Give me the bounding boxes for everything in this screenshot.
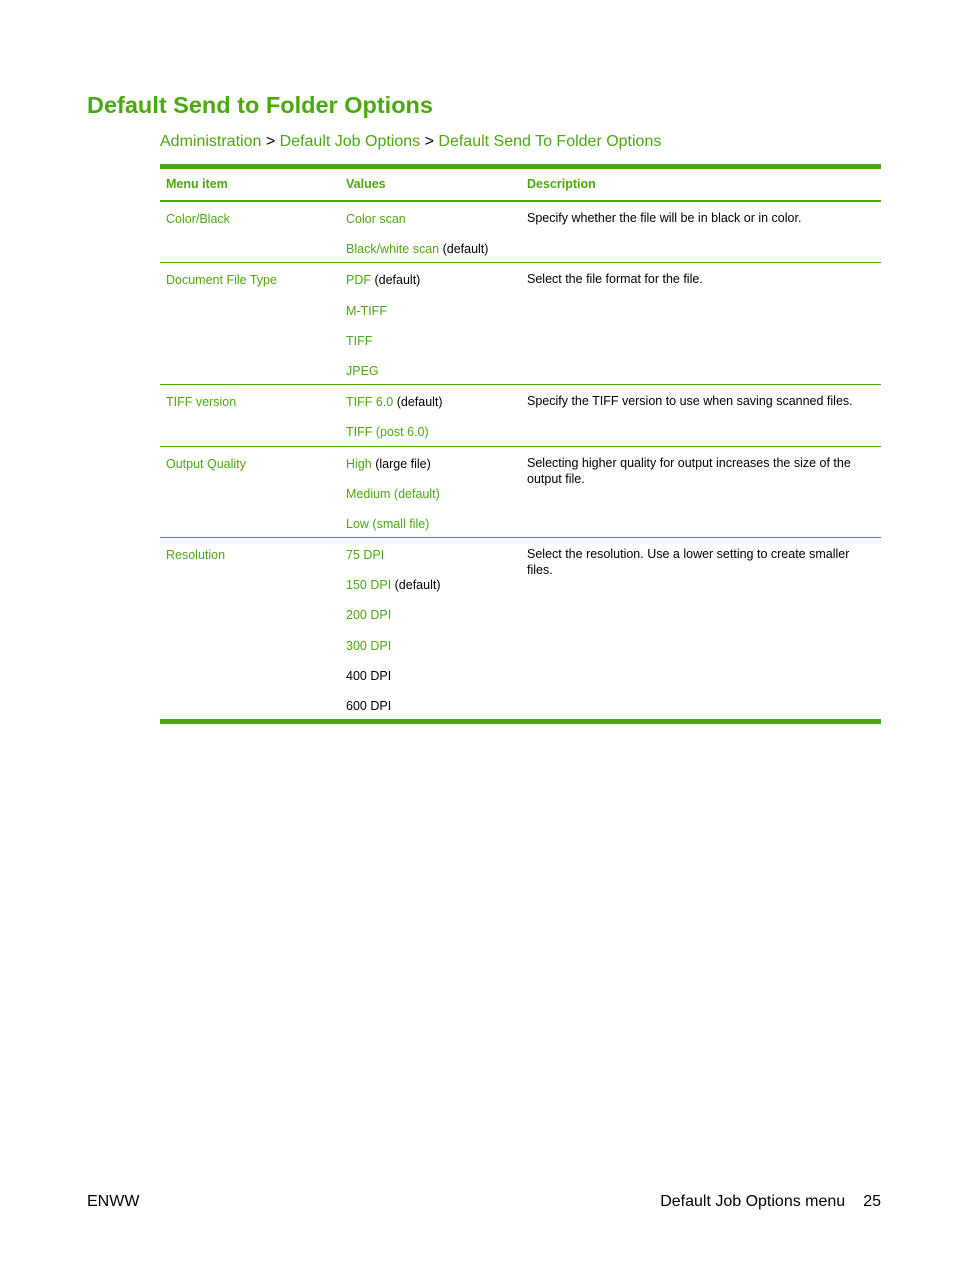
- value-option-label[interactable]: PDF: [346, 273, 371, 288]
- menu-item-cell[interactable]: Document File Type: [166, 273, 277, 288]
- value-option-label[interactable]: High: [346, 456, 372, 471]
- breadcrumb-item-administration[interactable]: Administration: [160, 133, 262, 150]
- value-option-note: (default): [393, 395, 443, 410]
- value-option-label[interactable]: M-TIFF: [346, 303, 387, 318]
- table-row: [160, 447, 881, 539]
- description-cell: Select the file format for the file.: [527, 272, 703, 287]
- page-title: Default Send to Folder Options: [87, 92, 433, 118]
- breadcrumb: [160, 133, 661, 151]
- value-option-label[interactable]: Black/white scan: [346, 242, 440, 257]
- value-option: [346, 324, 521, 354]
- table-row: [160, 538, 881, 719]
- menu-item-cell[interactable]: Color/Black: [166, 212, 230, 226]
- value-option-label[interactable]: Medium (default): [346, 486, 440, 501]
- description-cell: Specify whether the file will be in black or in color.: [527, 211, 802, 225]
- value-option: [346, 202, 521, 232]
- value-option: [346, 538, 521, 568]
- description-cell: Selecting higher quality for output increases the size of the output file.: [527, 455, 851, 486]
- menu-item-cell[interactable]: Resolution: [166, 548, 226, 563]
- value-option-label[interactable]: JPEG: [346, 363, 379, 378]
- value-option: [346, 568, 521, 598]
- value-option-label[interactable]: Color scan: [346, 212, 406, 226]
- value-option-label[interactable]: TIFF: [346, 333, 373, 348]
- values-cell: [340, 263, 521, 384]
- value-option-label[interactable]: 300 DPI: [346, 638, 392, 653]
- value-option-label[interactable]: Low (small file): [346, 516, 430, 531]
- value-option: [346, 689, 521, 719]
- column-header-menu-item: Menu item: [166, 177, 228, 191]
- menu-item-cell[interactable]: TIFF version: [166, 395, 237, 410]
- value-option: [346, 477, 521, 507]
- values-cell: [340, 538, 521, 719]
- footer-section: [660, 1193, 881, 1211]
- description-cell: Specify the TIFF version to use when saving scanned files.: [527, 394, 853, 409]
- value-option: [346, 294, 521, 324]
- value-option: [346, 598, 521, 628]
- value-option: [346, 507, 521, 537]
- values-cell: [340, 447, 521, 538]
- value-option-note: (default): [391, 578, 441, 593]
- breadcrumb-item-default-job-options[interactable]: Default Job Options: [279, 133, 421, 150]
- value-option: [346, 629, 521, 659]
- footer-doc-code: ENWW: [87, 1193, 140, 1210]
- value-option: [346, 263, 521, 293]
- values-cell: [340, 202, 521, 262]
- breadcrumb-separator: >: [265, 133, 276, 150]
- value-option-note: 400 DPI: [346, 668, 392, 683]
- value-option-note: (default): [439, 242, 489, 257]
- column-header-description: Description: [527, 177, 596, 191]
- value-option-note: (default): [371, 273, 421, 288]
- value-option: [346, 659, 521, 689]
- value-option: [346, 354, 521, 384]
- table-bottom-rule: [160, 719, 881, 724]
- menu-item-cell[interactable]: Output Quality: [166, 456, 246, 471]
- column-header-values: Values: [346, 177, 386, 191]
- value-option-note: 600 DPI: [346, 699, 392, 713]
- table-row: [160, 202, 881, 263]
- value-option-label[interactable]: 150 DPI: [346, 578, 392, 593]
- value-option-label[interactable]: TIFF 6.0: [346, 395, 394, 410]
- value-option: [346, 415, 521, 445]
- table-body: [160, 202, 881, 719]
- values-cell: [340, 385, 521, 445]
- breadcrumb-item-default-send-to-folder-options[interactable]: Default Send To Folder Options: [438, 133, 662, 150]
- breadcrumb-separator: >: [424, 133, 434, 150]
- page-number: 25: [863, 1193, 881, 1210]
- value-option: [346, 385, 521, 415]
- value-option: [346, 232, 521, 262]
- description-cell: Select the resolution. Use a lower setting to create smaller files.: [527, 547, 850, 578]
- options-table: [160, 164, 881, 724]
- value-option: [346, 447, 521, 477]
- table-row: [160, 263, 881, 385]
- value-option-note: (large file): [371, 456, 431, 471]
- value-option-label[interactable]: 200 DPI: [346, 608, 392, 623]
- value-option-label[interactable]: 75 DPI: [346, 548, 385, 563]
- table-header-row: [160, 169, 881, 202]
- value-option-label[interactable]: TIFF (post 6.0): [346, 425, 429, 440]
- footer-section-title: Default Job Options menu: [660, 1193, 846, 1210]
- table-row: [160, 385, 881, 446]
